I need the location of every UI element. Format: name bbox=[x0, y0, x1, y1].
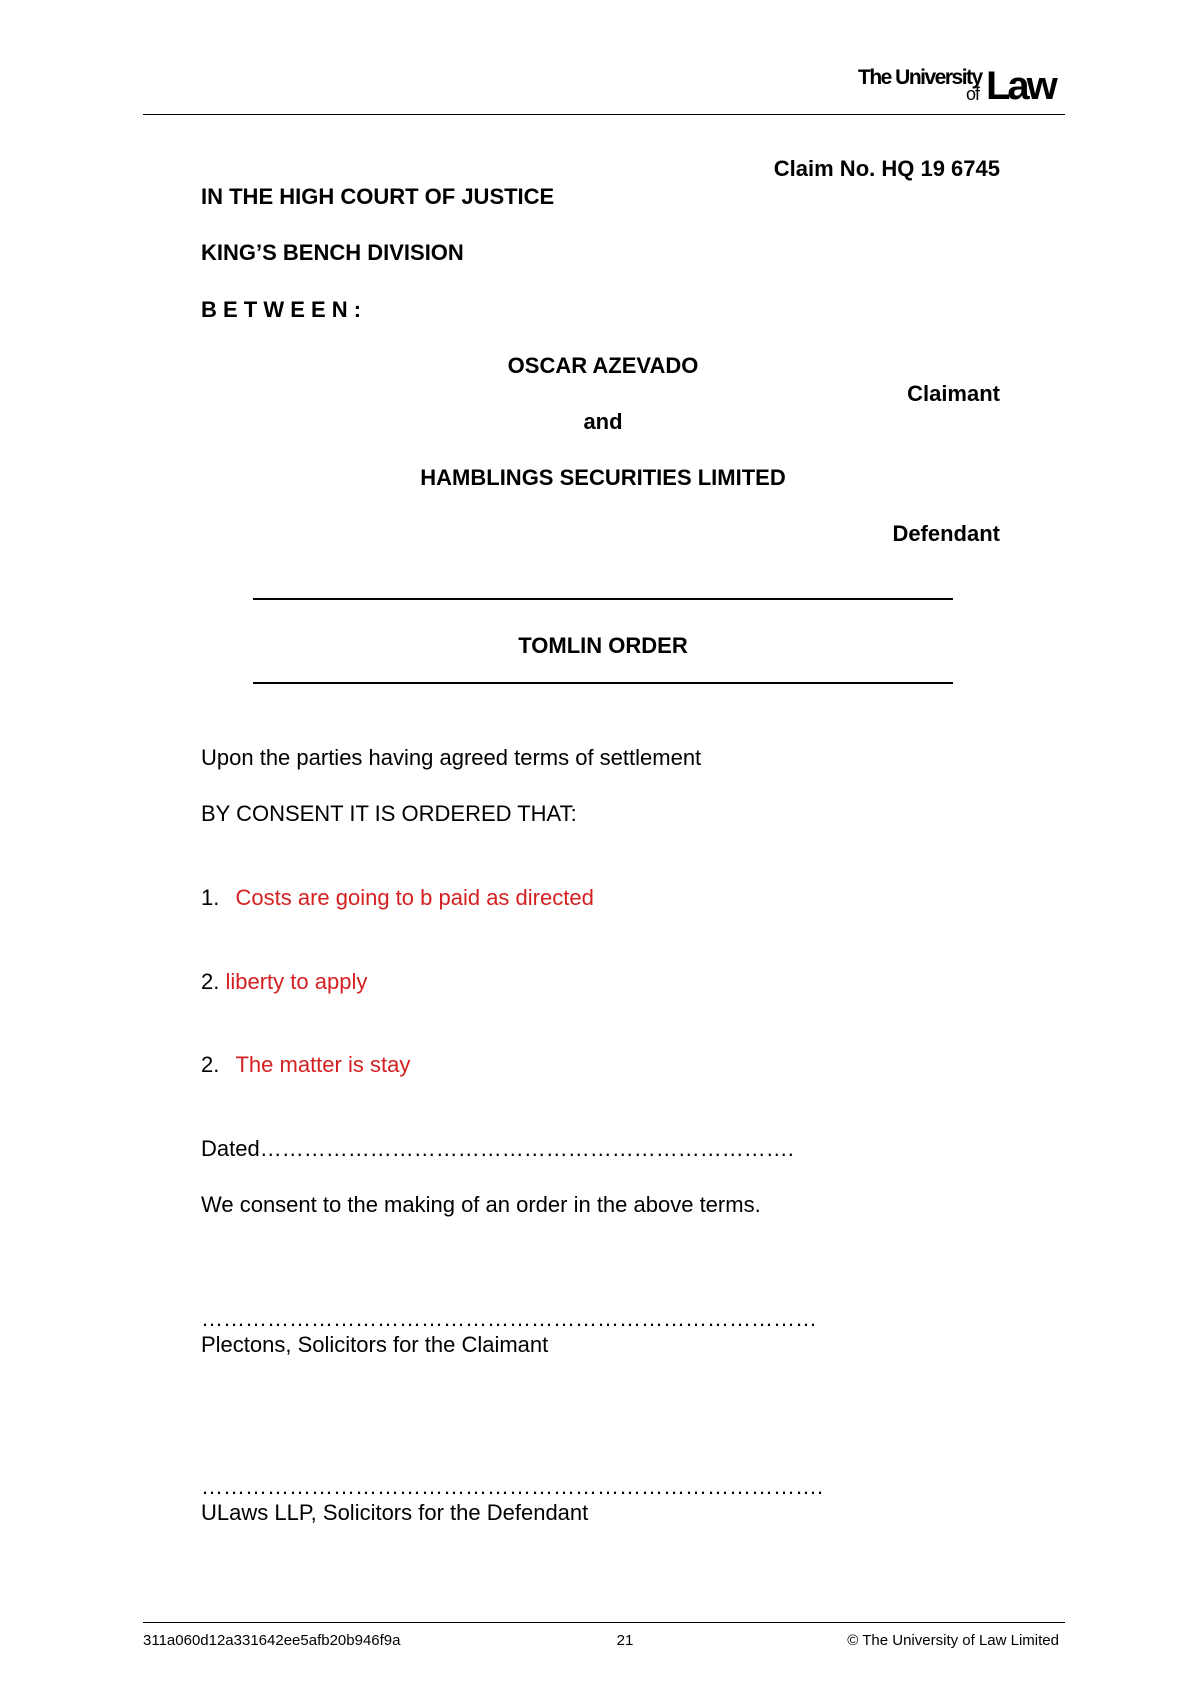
consent-heading: BY CONSENT IT IS ORDERED THAT: bbox=[201, 801, 577, 826]
signatory-claimant: Plectons, Solicitors for the Claimant bbox=[201, 1332, 549, 1357]
document-title: TOMLIN ORDER bbox=[518, 633, 688, 658]
term-number: 1. bbox=[201, 885, 220, 910]
and-label: and bbox=[583, 409, 623, 434]
dated-line: Dated………………………………………………………………. bbox=[201, 1136, 794, 1161]
claimant-name: OSCAR AZEVADO bbox=[507, 353, 699, 378]
defendant-label: Defendant bbox=[892, 521, 1000, 546]
term-item bbox=[201, 885, 594, 911]
division-name: KING’S BENCH DIVISION bbox=[201, 240, 464, 265]
footer-rule bbox=[143, 1622, 1065, 1623]
consent-statement: We consent to the making of an order in the above terms. bbox=[201, 1192, 761, 1217]
preamble-text: Upon the parties having agreed terms of settlement bbox=[201, 745, 702, 770]
claimant-label: Claimant bbox=[907, 381, 1000, 406]
defendant-name: HAMBLINGS SECURITIES LIMITED bbox=[420, 465, 786, 490]
logo-top-text: The University bbox=[858, 66, 982, 89]
between-heading: B E T W E E N : bbox=[201, 297, 362, 322]
term-text: liberty to apply bbox=[225, 969, 368, 994]
title-rule-top bbox=[253, 598, 953, 600]
term-number: 2. bbox=[201, 1052, 220, 1077]
term-text: The matter is stay bbox=[235, 1052, 411, 1077]
term-item bbox=[201, 1052, 410, 1078]
signatory-defendant: ULaws LLP, Solicitors for the Defendant bbox=[201, 1500, 589, 1525]
claim-number: Claim No. HQ 19 6745 bbox=[773, 156, 1000, 181]
signature-line-defendant: …………………………………………………………………………. bbox=[201, 1474, 824, 1499]
signature-line-claimant: ………………………………………………………………………… bbox=[201, 1306, 817, 1331]
footer-page-number: 21 bbox=[616, 1632, 634, 1649]
logo-of-text: of bbox=[966, 84, 980, 104]
term-text: Costs are going to b paid as directed bbox=[235, 885, 594, 910]
university-of-law-logo bbox=[858, 64, 1066, 108]
logo-law-text: Law bbox=[986, 64, 1055, 108]
term-item bbox=[201, 969, 367, 995]
title-rule-bottom bbox=[253, 682, 953, 684]
footer-doc-id: 311a060d12a331642ee5afb20b946f9a bbox=[143, 1632, 401, 1649]
header-rule bbox=[143, 114, 1065, 115]
court-name: IN THE HIGH COURT OF JUSTICE bbox=[201, 184, 555, 209]
term-number: 2. bbox=[201, 969, 220, 994]
footer-copyright: © The University of Law Limited bbox=[847, 1632, 1059, 1649]
